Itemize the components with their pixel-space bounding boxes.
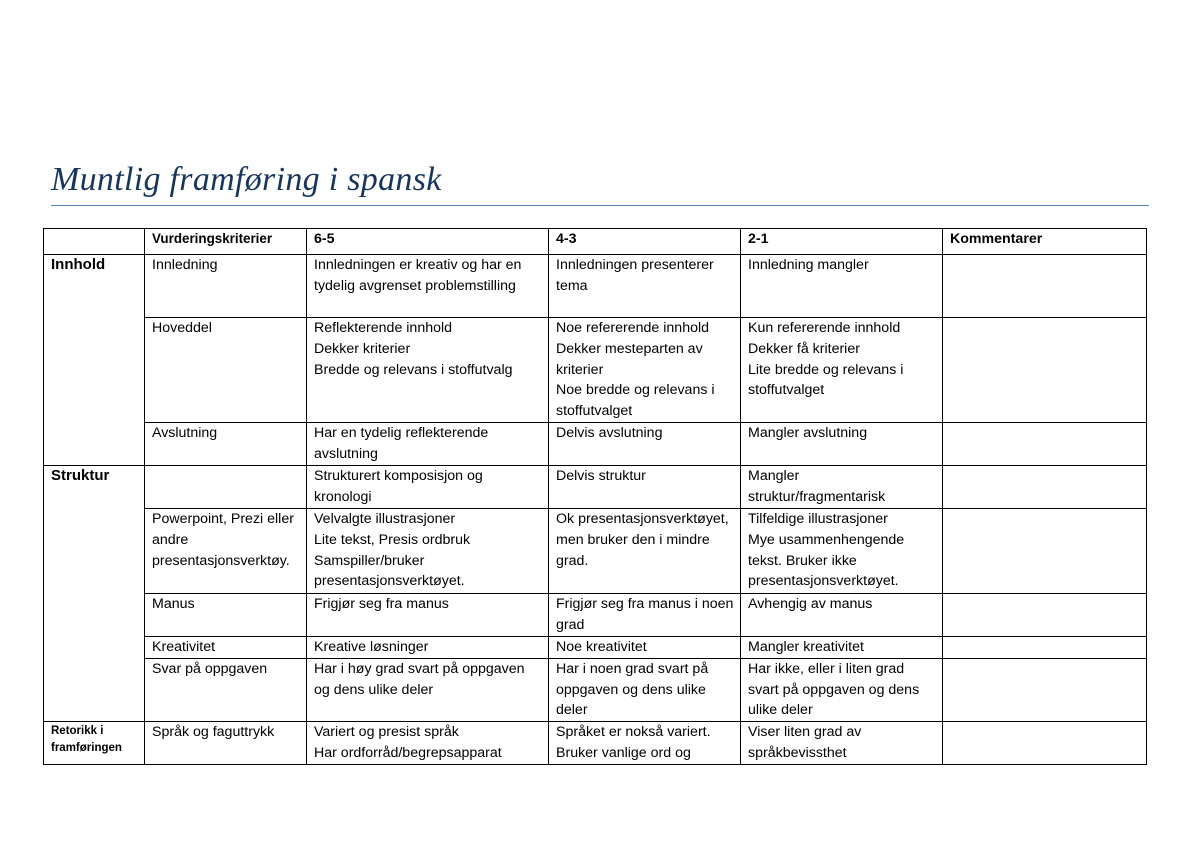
criterion-cell: Språk og faguttrykk xyxy=(145,722,307,765)
cell-line: Dekker mesteparten av kriterier xyxy=(556,340,703,378)
comment-cell[interactable] xyxy=(943,318,1147,423)
level-4-3-cell xyxy=(549,722,741,765)
cell-line: Viser liten grad av språkbevissthet xyxy=(748,724,862,761)
cell-line: Samspiller/bruker presentasjonsverktøyet. xyxy=(314,552,465,590)
header-row xyxy=(44,229,1147,255)
level-4-3-cell xyxy=(549,637,741,659)
cell-line: Ok presentasjonsverktøyet, men bruker den i mindre grad. xyxy=(556,511,729,569)
criterion-cell: Avslutning xyxy=(145,423,307,466)
cell-line: Noe bredde og relevans i stoffutvalget xyxy=(556,382,715,420)
criterion-cell: Manus xyxy=(145,594,307,637)
criterion-cell: Svar på oppgaven xyxy=(145,658,307,721)
cell-line: Mye usammenhengende tekst. Bruker ikke presentasjonsverktøyet. xyxy=(748,531,905,590)
table-row xyxy=(44,466,1147,509)
table-row xyxy=(44,423,1147,466)
level-4-3-cell xyxy=(549,318,741,423)
comment-cell[interactable] xyxy=(943,637,1147,659)
level-2-1-cell xyxy=(741,318,943,423)
criterion-cell: Hoveddel xyxy=(145,318,307,423)
cell-line: Mangler avslutning xyxy=(748,425,868,441)
table-row xyxy=(44,637,1147,659)
criterion-cell: Kreativitet xyxy=(145,637,307,659)
level-2-1-cell xyxy=(741,594,943,637)
level-4-3-cell xyxy=(549,509,741,594)
cell-line: Frigjør seg fra manus i noen grad xyxy=(556,596,734,633)
cell-line: Velvalgte illustrasjoner xyxy=(314,511,456,527)
level-6-5-cell xyxy=(307,318,549,423)
level-6-5-cell xyxy=(307,255,549,318)
header-criteria: Vurderingskriterier xyxy=(145,229,307,255)
cell-line: Strukturert komposisjon og kronologi xyxy=(314,468,483,505)
cell-line: Innledning mangler xyxy=(748,257,869,273)
level-6-5-cell xyxy=(307,658,549,721)
table-row xyxy=(44,594,1147,637)
comment-cell[interactable] xyxy=(943,658,1147,721)
cell-line: Har en tydelig reflekterende avslutning xyxy=(314,425,489,462)
cell-line: Språket er nokså variert. Bruker vanlige ord og xyxy=(556,724,711,761)
cell-line: Bredde og relevans i stoffutvalg xyxy=(314,361,513,378)
cell-line: Har ordforråd/begrepsapparat xyxy=(314,744,502,761)
level-6-5-cell xyxy=(307,637,549,659)
criterion-cell: Innledning xyxy=(145,255,307,318)
level-4-3-cell xyxy=(549,255,741,318)
criterion-cell xyxy=(145,466,307,509)
header-level-6-5: 6-5 xyxy=(307,229,549,255)
level-2-1-cell xyxy=(741,509,943,594)
table-row xyxy=(44,722,1147,765)
level-6-5-cell xyxy=(307,466,549,509)
comment-cell[interactable] xyxy=(943,255,1147,318)
comment-cell[interactable] xyxy=(943,466,1147,509)
comment-cell[interactable] xyxy=(943,423,1147,466)
level-2-1-cell xyxy=(741,255,943,318)
cell-line: Har ikke, eller i liten grad svart på oppgaven og dens ulike deler xyxy=(748,660,920,719)
cell-line: Mangler struktur/fragmentarisk xyxy=(748,468,886,505)
header-blank-cell xyxy=(44,229,145,255)
level-4-3-cell xyxy=(549,423,741,466)
level-2-1-cell xyxy=(741,722,943,765)
cell-line: Kun refererende innhold xyxy=(748,320,901,336)
table-row xyxy=(44,318,1147,423)
cell-line: Noe refererende innhold xyxy=(556,320,710,336)
cell-line: Dekker kriterier xyxy=(314,340,411,357)
cell-line: Reflekterende innhold xyxy=(314,320,453,336)
table-row xyxy=(44,658,1147,721)
level-4-3-cell xyxy=(549,658,741,721)
cell-line: Tilfeldige illustrasjoner xyxy=(748,511,888,527)
level-2-1-cell xyxy=(741,658,943,721)
comment-cell[interactable] xyxy=(943,594,1147,637)
criterion-cell: Powerpoint, Prezi eller andre presentasjonsverktøy. xyxy=(145,509,307,594)
level-6-5-cell xyxy=(307,509,549,594)
cell-line: Avhengig av manus xyxy=(748,596,873,612)
cell-line: Kreative løsninger xyxy=(314,639,429,655)
comment-cell[interactable] xyxy=(943,722,1147,765)
cell-line: Dekker få kriterier xyxy=(748,340,860,357)
comment-cell[interactable] xyxy=(943,509,1147,594)
cell-line: Lite bredde og relevans i stoffutvalget xyxy=(748,361,904,399)
cell-line: Innledningen er kreativ og har en tydelig avgrenset problemstilling xyxy=(314,257,522,294)
cell-line: Lite tekst, Presis ordbruk xyxy=(314,531,471,548)
table-row xyxy=(44,255,1147,318)
page-title: Muntlig framføring i spansk xyxy=(51,161,442,198)
category-struktur: Struktur xyxy=(44,466,145,722)
header-comments: Kommentarer xyxy=(943,229,1147,255)
cell-line: Delvis avslutning xyxy=(556,425,663,441)
level-2-1-cell xyxy=(741,637,943,659)
cell-line: Delvis struktur xyxy=(556,468,646,484)
table-row xyxy=(44,509,1147,594)
level-2-1-cell xyxy=(741,423,943,466)
cell-line: Noe kreativitet xyxy=(556,639,647,655)
level-6-5-cell xyxy=(307,594,549,637)
cell-line: Variert og presist språk xyxy=(314,724,459,741)
title-underline xyxy=(51,205,1149,206)
level-6-5-cell xyxy=(307,423,549,466)
cell-line: Mangler kreativitet xyxy=(748,639,864,655)
header-level-2-1: 2-1 xyxy=(741,229,943,255)
cell-line: Har i noen grad svart på oppgaven og dens ulike deler xyxy=(556,660,709,719)
cell-line: Innledningen presenterer tema xyxy=(556,257,714,294)
level-6-5-cell xyxy=(307,722,549,765)
header-level-4-3: 4-3 xyxy=(549,229,741,255)
level-4-3-cell xyxy=(549,594,741,637)
cell-line: Frigjør seg fra manus xyxy=(314,596,449,612)
cell-line: Har i høy grad svart på oppgaven og dens ulike deler xyxy=(314,660,525,698)
level-4-3-cell xyxy=(549,466,741,509)
assessment-rubric-table xyxy=(43,228,1147,765)
category-retorikk: Retorikk i framføringen xyxy=(44,722,145,765)
level-2-1-cell xyxy=(741,466,943,509)
category-innhold: Innhold xyxy=(44,255,145,466)
